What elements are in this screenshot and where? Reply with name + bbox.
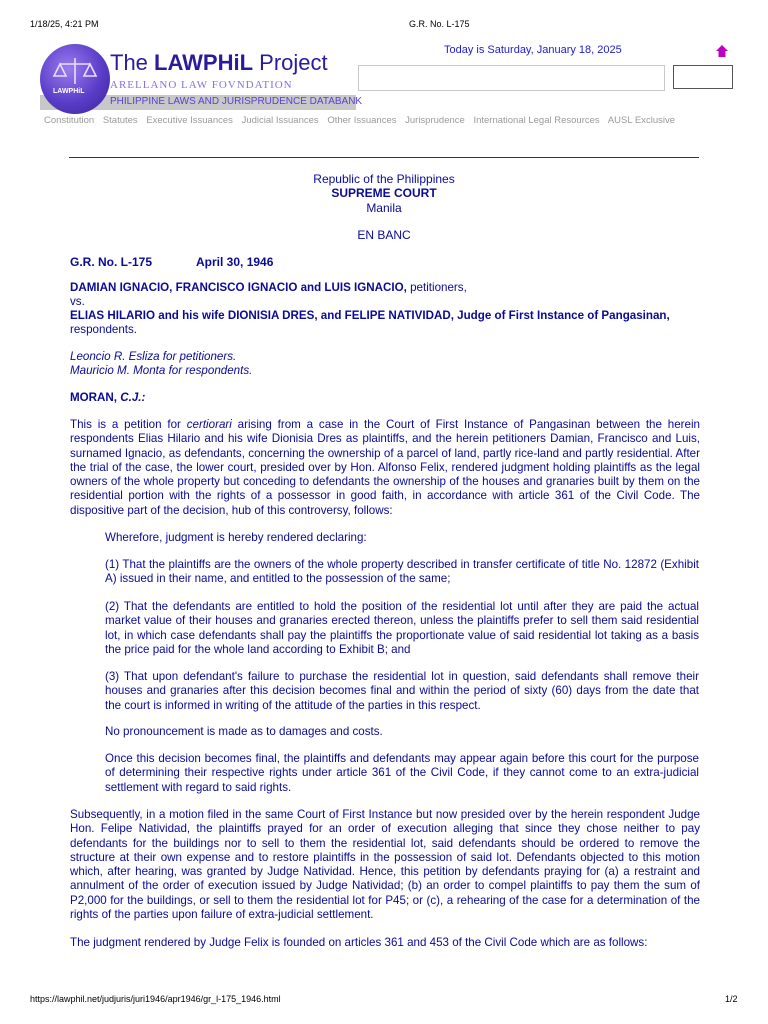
nav-ausl-exclusive[interactable]: AUSL Exclusive [607,115,676,126]
court-name: SUPREME COURT [331,186,437,200]
respondents-names: ELIAS HILARIO and his wife DIONISIA DRES, and FELIPE NATIVIDAD, Judge of First Instance of Pangasinan, [70,309,670,322]
petitioners-role: petitioners, [406,281,467,294]
site-title-prefix: The [110,50,155,75]
search-button[interactable] [673,65,733,89]
quote-item-3: (3) That upon defendant's failure to purchase the residential lot in question, said defendants shall remove their houses and granaries after this decision becomes final and within the period of sixty (60) days from the date that the court is informed in writing of the attitude of the parties in this respect. [105,670,699,712]
versus: vs. [70,295,85,308]
home-icon[interactable] [715,44,729,58]
print-page-number: 1/2 [725,994,738,1004]
print-datetime: 1/18/25, 4:21 PM [30,19,99,29]
main-nav [44,115,681,126]
lawphil-seal-icon [40,44,110,114]
ponente-title: C.J.: [120,391,146,404]
paragraph-2: Subsequently, in a motion filed in the same Court of First Instance but now presided over by the herein respondent Judge Hon. Felipe Natividad, the plaintiffs prayed for an order of execution alleging that since they chose neither to pay defendants for the buildings nor to sell to them the residential lot, said defendants should be ordered to remove the structure at their own expense and to restore plaintiffs in the possession of said lot. Defendants objected to this motion which, after hearing, was granted by Judge Natividad. Hence, this petition by defendants praying for (a) a restraint and annulment of the order of execution issued by Judge Natividad; (b) an order to compel plaintiffs to pay them the sum of P2,000 for the buildings, or sell to them the residential lot for P45; or (c), a rehearing of the case for a determination of the rights of the parties upon failure of extra-judicial settlement. [70,808,700,922]
header-divider [69,157,699,158]
quote-item-2: (2) That the defendants are entitled to hold the position of the residential lot until after they are paid the actual market value of their houses and granaries erected thereon, unless the plaintiffs prefer to sell them said residential lot, in which case defendants shall pay the plaintiffs the proportionate value of said residential lot taking as a basis the price paid for the whole land according to Exhibit B; and [105,600,699,656]
quote-no-pronouncement: No pronouncement is made as to damages and costs. [105,725,383,738]
republic-line: Republic of the Philippines [313,172,455,186]
foundation-name: ARELLANO LAW FOVNDATION [110,79,293,91]
print-doc-title: G.R. No. L-175 [409,19,470,29]
today-date: Today is Saturday, January 18, 2025 [444,44,622,56]
petitioners [70,281,700,295]
print-url: https://lawphil.net/judjuris/juri1946/apr1946/gr_l-175_1946.html [30,994,281,1004]
quote-intro: Wherefore, judgment is hereby rendered declaring: [105,531,367,544]
court-city: Manila [366,201,402,215]
search-input[interactable] [358,65,665,91]
gr-number: G.R. No. L-175 [70,255,153,269]
respondents [70,309,700,338]
nav-other-issuances[interactable]: Other Issuances [327,115,397,126]
nav-constitution[interactable]: Constitution [44,115,95,126]
site-tagline: PHILIPPINE LAWS AND JURISPRUDENCE DATABANK [110,96,363,107]
seal-label: LAWPHiL [53,88,85,95]
case-number-line [70,255,700,269]
nav-international-legal-resources[interactable]: International Legal Resources [473,115,600,126]
para1-part-a: This is a petition for [70,418,187,431]
paragraph-3: The judgment rendered by Judge Felix is founded on articles 361 and 453 of the Civil Code which are as follows: [70,936,648,949]
ponente-name: MORAN, [70,391,121,404]
para1-part-b: arising from a case in the Court of First Instance of Pangasinan between the herein respondents Elias Hilario and his wife Dionisia Dres as plaintiffs, and the herein petitioners Damian, Francisco and Luis, surnamed Ignacio, as defendants, concerning the ownership of a parcel of land, partly rice-land and partly residential. After the trial of the case, the lower court, presided over by Hon. Alfonso Felix, rendered judgment holding plaintiffs as the legal owners of the whole property but conceding to defendants the ownership of the houses and granaries built by them on the residential portion with the rights of a possessor in good faith, in accordance with article 361 of the Civil Code. The dispositive part of the decision, hub of this controversy, follows: [70,418,700,517]
site-logo[interactable] [40,44,363,116]
paragraph-1 [70,418,700,518]
site-title [110,50,328,76]
counsel-petitioners: Leoncio R. Esliza for petitioners. [70,350,237,363]
counsel-respondents: Mauricio M. Monta for respondents. [70,364,253,377]
site-title-suffix: Project [253,50,328,75]
nav-executive-issuances[interactable]: Executive Issuances [146,115,233,126]
respondents-role: respondents. [70,323,138,337]
site-title-brand: LAWPHiL [154,50,254,75]
division: EN BANC [357,228,411,242]
quote-item-1: (1) That the plaintiffs are the owners of the whole property described in transfer certificate of title No. 12872 (Exhibit A) issued in their name, and entitled to the possession of the same; [105,558,699,586]
nav-jurisprudence[interactable]: Jurisprudence [405,115,465,126]
nav-judicial-issuances[interactable]: Judicial Issuances [241,115,319,126]
para1-certiorari: certiorari [186,418,232,431]
petitioners-names: DAMIAN IGNACIO, FRANCISCO IGNACIO and LUIS IGNACIO, [70,281,407,294]
ponente [70,391,700,405]
nav-statutes[interactable]: Statutes [102,115,138,126]
decision-date: April 30, 1946 [196,255,274,269]
quote-final: Once this decision becomes final, the plaintiffs and defendants may appear again before this court for the purpose of determining their respective rights under article 361 of the Civil Code, if they cannot come to an extra-judicial settlement with regard to said rights. [105,752,699,794]
